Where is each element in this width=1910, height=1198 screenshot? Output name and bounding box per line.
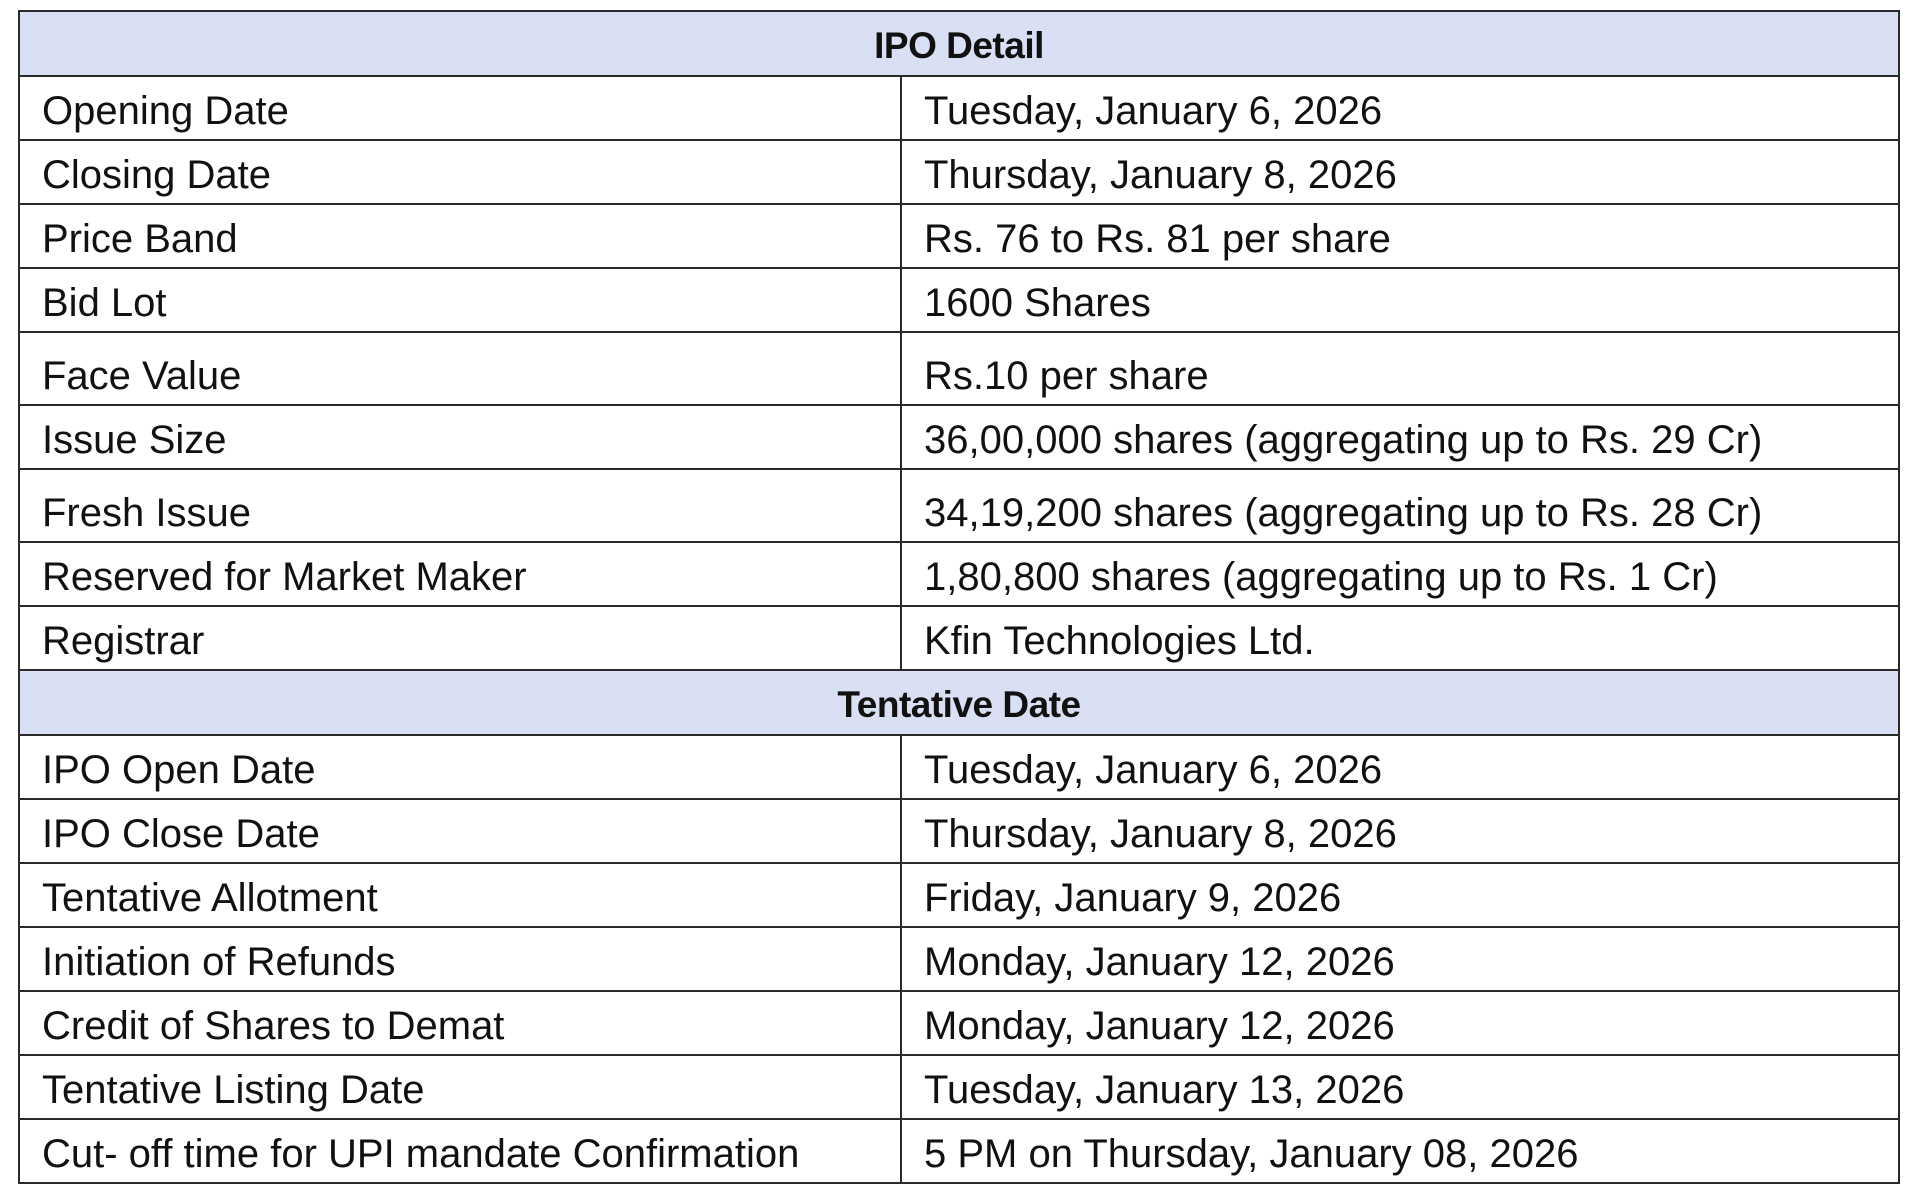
row-label: Registrar bbox=[19, 606, 901, 670]
row-label: Fresh Issue bbox=[19, 469, 901, 542]
row-label: Tentative Listing Date bbox=[19, 1055, 901, 1119]
table-row bbox=[19, 268, 1899, 332]
row-label: Face Value bbox=[19, 332, 901, 405]
row-value: 1,80,800 shares (aggregating up to Rs. 1 Cr) bbox=[901, 542, 1899, 606]
row-value: 5 PM on Thursday, January 08, 2026 bbox=[901, 1119, 1899, 1183]
table-row bbox=[19, 332, 1899, 405]
row-value: Friday, January 9, 2026 bbox=[901, 863, 1899, 927]
row-value: Monday, January 12, 2026 bbox=[901, 927, 1899, 991]
row-label: Issue Size bbox=[19, 405, 901, 469]
table-row bbox=[19, 927, 1899, 991]
row-label: Credit of Shares to Demat bbox=[19, 991, 901, 1055]
ipo-details-table bbox=[18, 10, 1900, 1184]
row-label: Tentative Allotment bbox=[19, 863, 901, 927]
table-row bbox=[19, 405, 1899, 469]
table-row bbox=[19, 76, 1899, 140]
row-value: Rs. 76 to Rs. 81 per share bbox=[901, 204, 1899, 268]
row-value: Thursday, January 8, 2026 bbox=[901, 140, 1899, 204]
row-value: 36,00,000 shares (aggregating up to Rs. 29 Cr) bbox=[901, 405, 1899, 469]
row-label: Price Band bbox=[19, 204, 901, 268]
table-row bbox=[19, 469, 1899, 542]
row-value: Kfin Technologies Ltd. bbox=[901, 606, 1899, 670]
table-row bbox=[19, 140, 1899, 204]
ipo-details-document bbox=[18, 10, 1898, 1184]
section-header-row bbox=[19, 670, 1899, 735]
row-value: Thursday, January 8, 2026 bbox=[901, 799, 1899, 863]
table-row bbox=[19, 991, 1899, 1055]
row-value: Tuesday, January 6, 2026 bbox=[901, 735, 1899, 799]
table-row bbox=[19, 204, 1899, 268]
row-label: Bid Lot bbox=[19, 268, 901, 332]
row-label: IPO Close Date bbox=[19, 799, 901, 863]
table-row bbox=[19, 606, 1899, 670]
row-label: IPO Open Date bbox=[19, 735, 901, 799]
row-label: Opening Date bbox=[19, 76, 901, 140]
section-header-row bbox=[19, 11, 1899, 76]
row-value: Rs.10 per share bbox=[901, 332, 1899, 405]
table-row bbox=[19, 1119, 1899, 1183]
row-label: Reserved for Market Maker bbox=[19, 542, 901, 606]
row-value: 1600 Shares bbox=[901, 268, 1899, 332]
table-row bbox=[19, 542, 1899, 606]
row-label: Cut- off time for UPI mandate Confirmation bbox=[19, 1119, 901, 1183]
row-label: Closing Date bbox=[19, 140, 901, 204]
table-row bbox=[19, 1055, 1899, 1119]
row-label: Initiation of Refunds bbox=[19, 927, 901, 991]
section-title-tentative-date: Tentative Date bbox=[19, 670, 1899, 735]
row-value: Tuesday, January 13, 2026 bbox=[901, 1055, 1899, 1119]
table-row bbox=[19, 735, 1899, 799]
table-row bbox=[19, 863, 1899, 927]
row-value: Monday, January 12, 2026 bbox=[901, 991, 1899, 1055]
row-value: Tuesday, January 6, 2026 bbox=[901, 76, 1899, 140]
table-row bbox=[19, 799, 1899, 863]
row-value: 34,19,200 shares (aggregating up to Rs. 28 Cr) bbox=[901, 469, 1899, 542]
section-title-ipo-detail: IPO Detail bbox=[19, 11, 1899, 76]
